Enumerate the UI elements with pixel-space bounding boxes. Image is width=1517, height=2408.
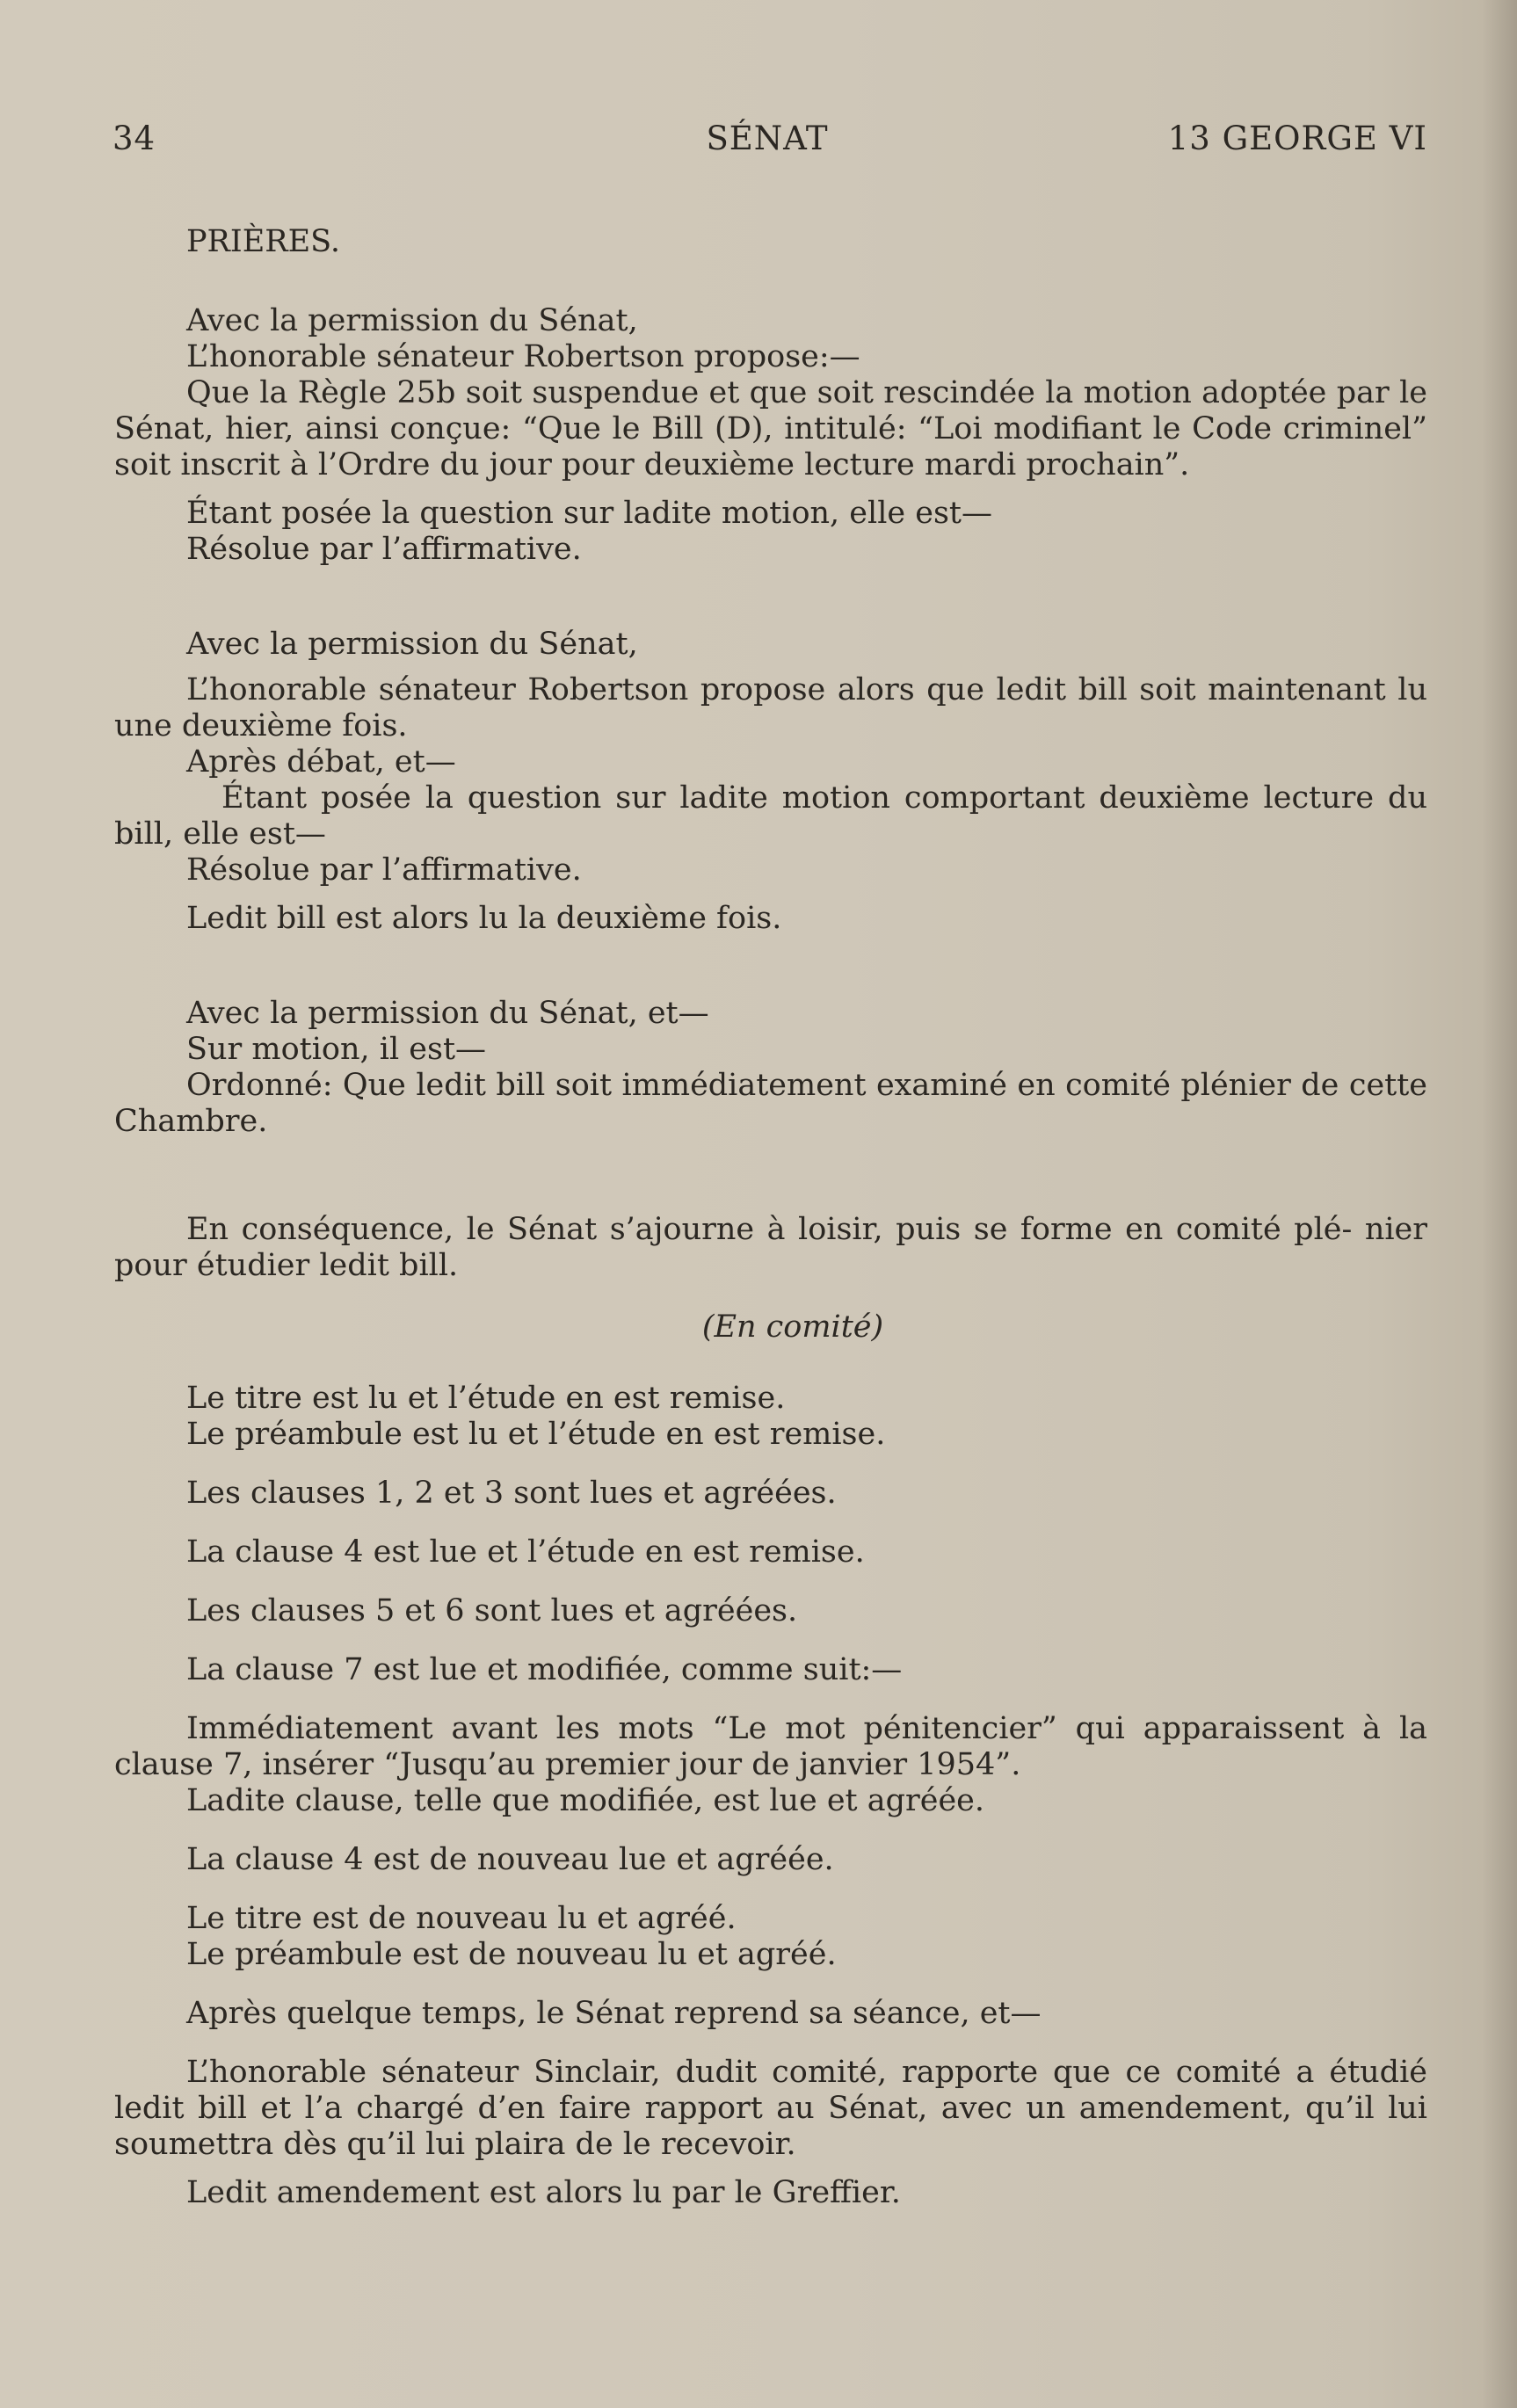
running-title: SÉNAT	[706, 120, 829, 157]
page-number: 34	[113, 120, 156, 157]
paragraph: La clause 7 est lue et modifiée, comme suit:—	[186, 1652, 903, 1687]
paragraph: L’honorable sénateur Sinclair, dudit comité, rapporte que ce comité a étudié ledit bill et l’a chargé d’en faire rapport au Sénat, avec un amendement, qu’il lui soumettra dès qu’il lui plaira de le recevoir.	[114, 2055, 1427, 2162]
paragraph: Ladite clause, telle que modifiée, est lue et agréée.	[186, 1783, 985, 1818]
paragraph: Les clauses 5 et 6 sont lues et agréées.	[186, 1593, 798, 1628]
paragraph: Immédiatement avant les mots “Le mot pénitencier” qui apparaissent à la clause 7, insérer “Jusqu’au premier jour de janvier 1954”.	[114, 1711, 1427, 1782]
paragraph: L’honorable sénateur Robertson propose:—	[186, 339, 860, 374]
paragraph: L’honorable sénateur Robertson propose alors que ledit bill soit maintenant lu une deuxième fois.	[114, 672, 1427, 743]
running-head-right: 13 GEORGE VI	[1167, 120, 1427, 157]
paragraph: Ledit bill est alors lu la deuxième fois.	[186, 901, 782, 936]
page-edge-shadow	[1482, 0, 1517, 2408]
paragraph: Ledit amendement est alors lu par le Greffier.	[186, 2175, 901, 2210]
paragraph: Le préambule est de nouveau lu et agréé.	[186, 1937, 837, 1972]
paragraph: Le préambule est lu et l’étude en est remise.	[186, 1417, 886, 1452]
paragraph: Avec la permission du Sénat,	[186, 627, 638, 662]
section-subheading: (En comité)	[701, 1309, 884, 1345]
paragraph: Résolue par l’affirmative.	[186, 852, 582, 888]
paragraph: Les clauses 1, 2 et 3 sont lues et agréées.	[186, 1476, 837, 1511]
section-heading: PRIÈRES.	[186, 224, 341, 259]
paragraph: Ordonné: Que ledit bill soit immédiatement examiné en comité plénier de cette Chambre.	[114, 1068, 1427, 1139]
paragraph: Sur motion, il est—	[186, 1032, 487, 1067]
paragraph: Étant posée la question sur ladite motion, elle est—	[186, 496, 992, 531]
paragraph: Que la Règle 25b soit suspendue et que soit rescindée la motion adoptée par le Sénat, hier, ainsi conçue: “Que le Bill (D), intitulé: “Loi modifiant le Code criminel” soit inscrit à l’Ordre du jour pour deuxième lecture mardi prochain”.	[114, 375, 1427, 482]
paragraph: Après débat, et—	[186, 744, 456, 780]
paragraph: Avec la permission du Sénat, et—	[186, 996, 709, 1031]
paragraph: Le titre est lu et l’étude en est remise.	[186, 1381, 786, 1416]
document-body	[114, 224, 1427, 2211]
paragraph: Après quelque temps, le Sénat reprend sa séance, et—	[186, 1996, 1042, 2031]
paragraph: Résolue par l’affirmative.	[186, 532, 582, 567]
paragraph: Étant posée la question sur ladite motion comportant deuxième lecture du bill, elle est—	[114, 780, 1427, 852]
paragraph: La clause 4 est de nouveau lue et agréée.	[186, 1842, 834, 1877]
paragraph: Le titre est de nouveau lu et agréé.	[186, 1901, 737, 1936]
paragraph: En conséquence, le Sénat s’ajourne à loisir, puis se forme en comité plé- nier pour étudier ledit bill.	[114, 1212, 1427, 1283]
paragraph: Avec la permission du Sénat,	[186, 303, 638, 338]
paragraph: La clause 4 est lue et l’étude en est remise.	[186, 1534, 865, 1570]
